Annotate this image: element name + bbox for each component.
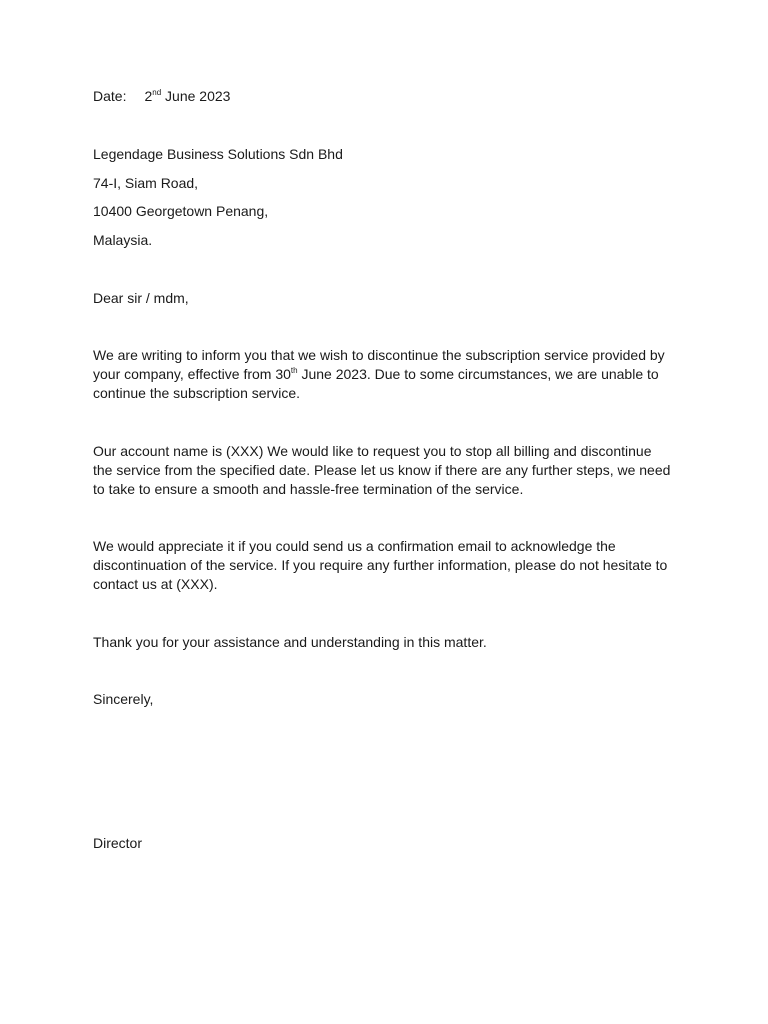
date-day-suffix: nd [152,88,162,97]
signatory-title: Director [93,835,143,851]
salutation: Dear sir / mdm, [93,290,189,306]
closing: Sincerely, [93,691,154,707]
date-day: 2 [144,88,153,104]
paragraph-discontinue [93,346,673,403]
date-line [93,87,673,106]
paragraph-discontinue-text-b: June 2023. Due to some circumstances, we are unable to continue the subscription service. [93,366,659,401]
date-label: Date: [93,88,127,104]
paragraph-confirmation: We would appreciate it if you could send us a confirmation email to acknowledge the discontinuation of the service. If you require any further information, please do not hesitate to contact us at (XXX). [93,538,668,592]
paragraph-discontinue-text-a: We are writing to inform you that we wish to discontinue the subscription service provided by your company, effective from 30 [93,347,665,382]
recipient-city: 10400 Georgetown Penang, [93,203,269,219]
thanks-line: Thank you for your assistance and understanding in this matter. [93,634,487,650]
date-month-year: June 2023 [161,88,231,104]
recipient-street: 74-I, Siam Road, [93,175,199,191]
recipient-company: Legendage Business Solutions Sdn Bhd [93,146,343,162]
recipient-country: Malaysia. [93,232,153,248]
paragraph-discontinue-suffix: th [290,366,298,375]
paragraph-account: Our account name is (XXX) We would like to request you to stop all billing and discontinue the service from the specified date. Please let us know if there are any further steps, we need to take to ensure a smooth and hassle-free termination of the service. [93,443,671,497]
